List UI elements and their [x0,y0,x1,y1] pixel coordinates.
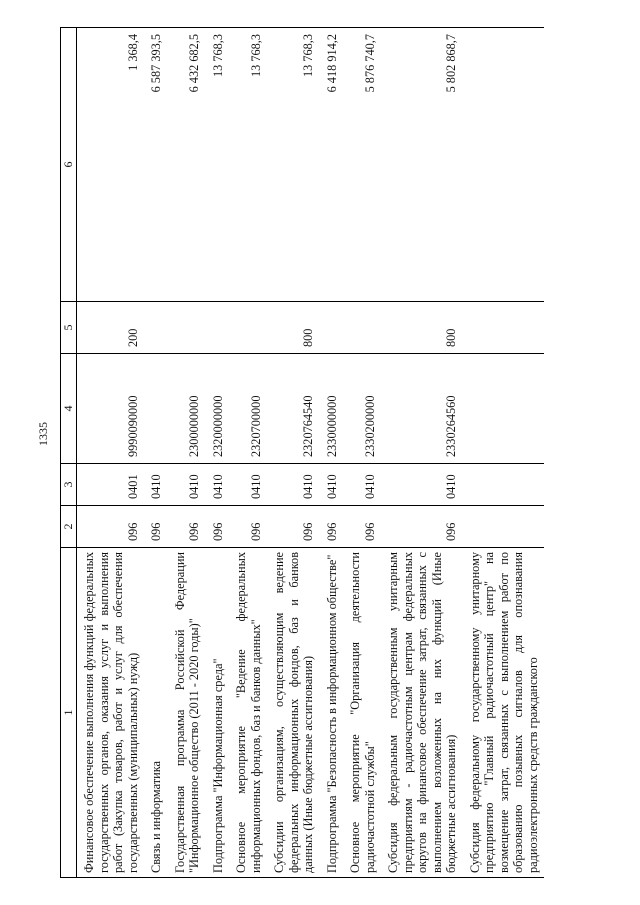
table-row [381,28,463,878]
row-type [320,302,344,354]
row-section: 0410 [229,464,267,506]
row-type [144,302,168,354]
row-type: 200 [77,302,145,354]
row-name: Основное мероприятие "Организация деятельности радиочастотной службы" [343,548,381,878]
table-row [229,28,267,878]
row-amount: 6 432 682,5 [168,28,206,302]
row-code: 096 [267,506,320,548]
row-type [206,302,230,354]
header-col-2: 2 [61,506,77,548]
table-row [320,28,344,878]
header-col-5: 5 [61,302,77,354]
row-name: Подпрограмма "Безопасность в информационном обществе" [320,548,344,878]
row-target: 2330000000 [320,354,344,464]
row-target: 2320700000 [229,354,267,464]
table-header-row [61,28,77,878]
row-type: 800 [267,302,320,354]
row-section: 0401 [77,464,145,506]
row-section: 0410 [206,464,230,506]
row-section: 0410 [144,464,168,506]
page-number: 1335 [36,422,50,446]
row-section: 0410 [343,464,381,506]
row-name: Финансовое обеспечение выполнения функций федеральных государственных органов, оказания услуг и выполнения работ (Закупка товаров, работ и услуг для обеспечения государственных (муниципальных) нужд) [77,548,145,878]
row-code: 096 [144,506,168,548]
row-code: 096 [206,506,230,548]
row-code: 096 [77,506,145,548]
row-name: Субсидия федеральным государственным унитарным предприятиям - радиочастотным центрам федеральных округов на финансовое обеспечение затрат, связанных с выполнением возложенных на них функций (Иные бюджетные ассигнования) [381,548,463,878]
row-name: Субсидия федеральному государственному унитарному предприятию "Главный радиочастотный центр" на возмещение затрат, связанных с выполнением работ по образованию позывных сигналов для опознавания радиоэлектронных средств гражданского [463,548,545,878]
row-target: 2320000000 [206,354,230,464]
row-target: 2320764540 [267,354,320,464]
row-amount: 13 768,3 [267,28,320,302]
row-section: 0410 [381,464,463,506]
row-code: 096 [168,506,206,548]
row-target: 2300000000 [168,354,206,464]
row-section: 0410 [267,464,320,506]
table-row [168,28,206,878]
row-section [463,464,545,506]
row-code [463,506,545,548]
row-amount [463,28,545,302]
row-target [463,354,545,464]
table-row [77,28,145,878]
header-col-4: 4 [61,354,77,464]
row-type [229,302,267,354]
row-amount: 5 802 868,7 [381,28,463,302]
header-col-1: 1 [61,548,77,878]
row-type [168,302,206,354]
row-section: 0410 [168,464,206,506]
row-name: Подпрограмма "Информационная среда" [206,548,230,878]
row-name: Субсидии организациям, осуществляющим ведение федеральных информационных фондов, баз и банков данных (Иные бюджетные ассигнования) [267,548,320,878]
row-code: 096 [320,506,344,548]
row-code: 096 [381,506,463,548]
row-code: 096 [343,506,381,548]
table-row [144,28,168,878]
table-row [206,28,230,878]
row-amount: 6 418 914,2 [320,28,344,302]
row-section: 0410 [320,464,344,506]
row-target: 2330200000 [343,354,381,464]
header-col-3: 3 [61,464,77,506]
row-amount: 5 876 740,7 [343,28,381,302]
row-amount: 13 768,3 [206,28,230,302]
table-row [267,28,320,878]
table-row [463,28,545,878]
header-col-6: 6 [61,28,77,302]
row-name: Государственная программа Российской Федерации "Информационное общество (2011 - 2020 годы)" [168,548,206,878]
row-amount: 13 768,3 [229,28,267,302]
row-target: 2330264560 [381,354,463,464]
row-target: 9990090000 [77,354,145,464]
row-code: 096 [229,506,267,548]
row-amount: 6 587 393,5 [144,28,168,302]
row-amount: 1 368,4 [77,28,145,302]
row-type [463,302,545,354]
budget-table [60,27,544,878]
row-target [144,354,168,464]
row-type: 800 [381,302,463,354]
table-row [343,28,381,878]
row-name: Связь и информатика [144,548,168,878]
row-name: Основное мероприятие "Ведение федеральных информационных фондов, баз и банков данных" [229,548,267,878]
budget-table-container [60,28,630,878]
row-type [343,302,381,354]
